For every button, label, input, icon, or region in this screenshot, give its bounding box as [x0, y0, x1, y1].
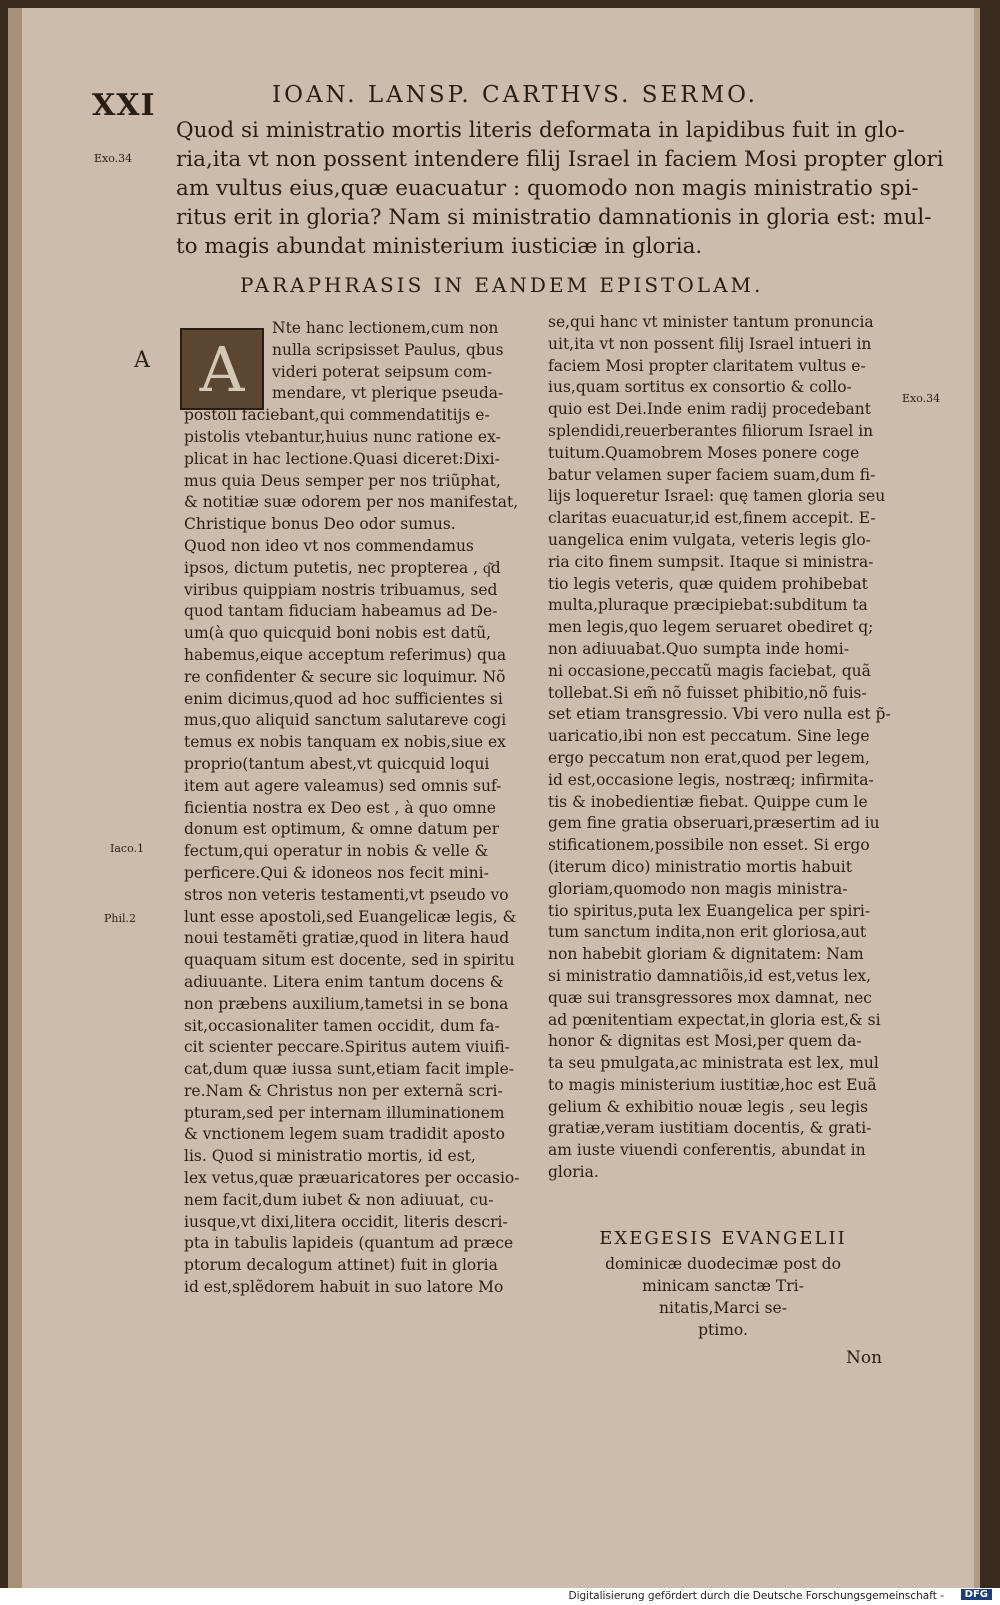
- text-line: gloriam,quomodo non magis ministra-: [548, 879, 848, 898]
- text-line: videri poterat seipsum com-: [272, 362, 493, 381]
- margin-note-exo: Exo.34: [94, 152, 133, 165]
- text-line: enim dicimus,quod ad hoc sufficientes si: [184, 689, 503, 708]
- text-line: tuitum.Quamobrem Moses ponere coge: [548, 443, 860, 462]
- text-line: am iuste viuendi conferentis, abundat in: [548, 1141, 866, 1160]
- text-line: quio est Dei.Inde enim radij procedebant: [548, 400, 872, 419]
- text-line: viribus quippiam nostris tribuamus, sed: [184, 580, 498, 599]
- text-line: se,qui hanc vt minister tantum pronuncia: [548, 313, 874, 331]
- text-line: noui testamẽti gratiæ,quod in litera haud: [184, 929, 510, 948]
- text-line: uaricatio,ibi non est peccatum. Sine lege: [548, 727, 870, 746]
- scripture-line: ritus erit in gloria? Nam si ministratio damnationis in gloria est: mul-: [176, 205, 932, 230]
- text-line: tio legis veteris, quæ quidem prohibebat: [548, 574, 868, 593]
- text-line: lunt esse apostoli,sed Euangelicæ legis, &: [184, 907, 517, 926]
- text-line: postoli faciebant,qui commendatitijs e-: [184, 406, 490, 425]
- text-line: lijs loqueretur Israel: quę tamen gloria seu: [548, 487, 886, 506]
- text-line: splendidi,reuerberantes filiorum Israel in: [548, 421, 874, 440]
- text-line: ta seu pmulgata,ac ministrata est lex, mul: [548, 1054, 879, 1073]
- text-line: re.Nam & Christus non per externã scri-: [184, 1081, 503, 1100]
- text-column-left: [184, 318, 522, 1299]
- text-line: sit,occasionaliter tamen occidit, dum fa-: [184, 1016, 500, 1035]
- text-line: Nte hanc lectionem,cum non: [272, 319, 499, 337]
- text-line: claritas euacuatur,id est,finem accepit. E-: [548, 509, 876, 528]
- scripture-line: am vultus eius,quæ euacuatur : quomodo non magis ministratio spi-: [176, 176, 919, 201]
- page-gutter: [8, 8, 22, 1588]
- text-line: multa,pluraque præcipiebat:subditum ta: [548, 596, 868, 615]
- text-line: honor & dignitas est Mosi,per quem da-: [548, 1032, 862, 1051]
- exegesis-heading: EXEGESIS EVANGELII: [599, 1228, 847, 1249]
- text-line: ipsos, dictum putetis, nec propterea , q͂d: [184, 558, 501, 577]
- initial-letter: A: [199, 333, 245, 406]
- folio-number: XXI: [92, 88, 156, 123]
- scripture-line: Quod si ministratio mortis literis deformata in lapidibus fuit in glo-: [176, 118, 905, 143]
- text-line: pistolis vtebantur,huius nunc ratione ex-: [184, 427, 501, 446]
- text-line: tum sanctum indita,non erit gloriosa,aut: [548, 923, 867, 942]
- scripture-line: to magis abundat ministerium iusticiæ in gloria.: [176, 234, 703, 259]
- margin-note-iaco: Iaco.1: [110, 842, 144, 855]
- exegesis-subtitle-line: nitatis,Marci se-: [659, 1299, 787, 1317]
- text-line: um(à quo quicquid boni nobis est datũ,: [184, 624, 492, 643]
- text-line: re confidenter & secure sic loquimur. Nõ: [184, 667, 506, 686]
- text-line: ficientia nostra ex Deo est , à quo omne: [184, 798, 496, 817]
- text-line: set etiam transgressio. Vbi vero nulla est p̃-: [548, 705, 891, 724]
- text-line: stificationem,possibile non esset. Si ergo: [548, 836, 870, 855]
- text-line: ergo peccatum non erat,quod per legem,: [548, 748, 870, 767]
- text-line: tio spiritus,puta lex Euangelica per spiri-: [548, 901, 871, 920]
- footer-credit: Digitalisierung gefördert durch die Deutsche Forschungsgemeinschaft -: [568, 1590, 944, 1602]
- text-line: ni occasione,peccatũ magis faciebat, quã: [548, 661, 871, 680]
- section-letter: A: [134, 348, 150, 373]
- text-line: tollebat.Si em̃ nõ fuisset phibitio,nõ fuis-: [548, 683, 867, 702]
- exegesis-subtitle-line: ptimo.: [698, 1321, 748, 1339]
- text-line: & vnctionem legem suam tradidit aposto: [184, 1125, 505, 1144]
- text-line: quæ sui transgressores mox damnat, nec: [548, 988, 872, 1007]
- text-line: stros non veteris testamenti,vt pseudo vo: [184, 885, 509, 904]
- text-line: ad pœnitentiam expectat,in gloria est,& si: [548, 1010, 881, 1029]
- text-line: pturam,sed per internam illuminationem: [184, 1103, 505, 1122]
- dfg-logo: DFG: [961, 1589, 992, 1600]
- text-line: habemus,eique acceptum referimus) qua: [184, 645, 507, 664]
- paraphrasis-title: PARAPHRASIS IN EANDEM EPISTOLAM.: [240, 273, 764, 297]
- text-line: fectum,qui operatur in nobis & velle &: [184, 842, 489, 861]
- text-line: to magis ministerium iustitiæ,hoc est Euã: [548, 1075, 877, 1094]
- text-line: gelium & exhibitio nouæ legis , seu legis: [548, 1097, 869, 1116]
- text-line: men legis,quo legem seruaret obediret q;: [548, 618, 874, 637]
- text-line: gratiæ,veram iustitiam docentis, & grati-: [548, 1119, 872, 1138]
- text-line: batur velamen super faciem suam,dum fi-: [548, 465, 876, 484]
- text-line: Quod non ideo vt nos commendamus: [184, 536, 474, 555]
- text-line: temus ex nobis tanquam ex nobis,siue ex: [184, 733, 506, 752]
- exegesis-subtitle: [548, 1253, 898, 1341]
- text-column-right: [548, 312, 896, 1184]
- text-line: gem fine gratia obseruari,præsertim ad iu: [548, 814, 880, 833]
- text-line: ius,quam sortitus ex consortio & collo-: [548, 378, 852, 397]
- text-line: (iterum dico) ministratio mortis habuit: [548, 857, 852, 876]
- exegesis-subtitle-line: dominicæ duodecimæ post do: [605, 1255, 841, 1273]
- text-line: item aut agere valeamus) sed omnis suf-: [184, 776, 502, 795]
- text-line: lex vetus,quæ præuaricatores per occasio-: [184, 1169, 520, 1188]
- text-line: cit scienter peccare.Spiritus autem viuifi-: [184, 1038, 510, 1057]
- margin-note-phil: Phil.2: [104, 912, 137, 925]
- text-line: uit,ita vt non possent filij Israel intueri in: [548, 334, 872, 353]
- text-line: si ministratio damnatiõis,id est,vetus lex,: [548, 966, 872, 985]
- running-title: IOAN. LANSP. CARTHVS. SERMO.: [272, 82, 758, 108]
- text-line: id est,occasione legis, nostræq; infirmita-: [548, 770, 874, 789]
- text-line: mendare, vt plerique pseuda-: [272, 384, 504, 403]
- text-line: nem facit,dum iubet & non adiuuat, cu-: [184, 1190, 494, 1209]
- text-line: gloria.: [548, 1163, 599, 1182]
- text-line: proprio(tantum abest,vt quicquid loqui: [184, 754, 490, 773]
- text-line: pta in tabulis lapideis (quantum ad præce: [184, 1234, 514, 1253]
- text-line: faciem Mosi propter claritatem vultus e-: [548, 356, 866, 375]
- text-line: ptorum decalogum attinet) fuit in gloria: [184, 1256, 498, 1275]
- catchword: Non: [846, 1348, 883, 1368]
- text-line: lis. Quod si ministratio mortis, id est,: [184, 1147, 476, 1166]
- scripture-line: ria,ita vt non possent intendere filij Israel in faciem Mosi propter glori: [176, 147, 944, 172]
- text-line: uangelica enim vulgata, veteris legis glo-: [548, 530, 871, 549]
- margin-note-exo-right: Exo.34: [902, 392, 941, 405]
- text-line: perficere.Qui & idoneos nos fecit mini-: [184, 863, 489, 882]
- text-line: Christique bonus Deo odor sumus.: [184, 515, 456, 534]
- text-line: mus,quo aliquid sanctum salutareve cogi: [184, 711, 507, 730]
- text-line: non adiuuabat.Quo sumpta inde homi-: [548, 639, 849, 658]
- text-line: ria cito finem sumpsit. Itaque si ministra-: [548, 552, 874, 571]
- text-line: tis & inobedientiæ fiebat. Quippe cum le: [548, 792, 868, 811]
- text-line: & notitiæ suæ odorem per nos manifestat,: [184, 493, 519, 512]
- text-line: id est,splẽdorem habuit in suo latore Mo: [184, 1278, 504, 1297]
- text-line: non habebit gloriam & dignitatem: Nam: [548, 945, 864, 964]
- text-line: nulla scripsisset Paulus, qbus: [272, 340, 504, 359]
- text-line: mus quia Deus semper per nos triũphat,: [184, 471, 501, 490]
- text-line: quaquam situm est docente, sed in spiritu: [184, 951, 515, 970]
- text-line: adiuuante. Litera enim tantum docens &: [184, 972, 504, 991]
- text-line: quod tantam fiduciam habeamus ad De-: [184, 602, 498, 621]
- text-line: cat,dum quæ iussa sunt,etiam facit imple-: [184, 1060, 515, 1079]
- text-line: non præbens auxilium,tametsi in se bona: [184, 994, 509, 1013]
- text-line: iusque,vt dixi,litera occidit, literis descri-: [184, 1212, 508, 1231]
- text-line: donum est optimum, & omne datum per: [184, 820, 500, 839]
- text-line: plicat in hac lectione.Quasi diceret:Dixi-: [184, 449, 500, 468]
- exegesis-subtitle-line: minicam sanctæ Tri-: [642, 1277, 804, 1295]
